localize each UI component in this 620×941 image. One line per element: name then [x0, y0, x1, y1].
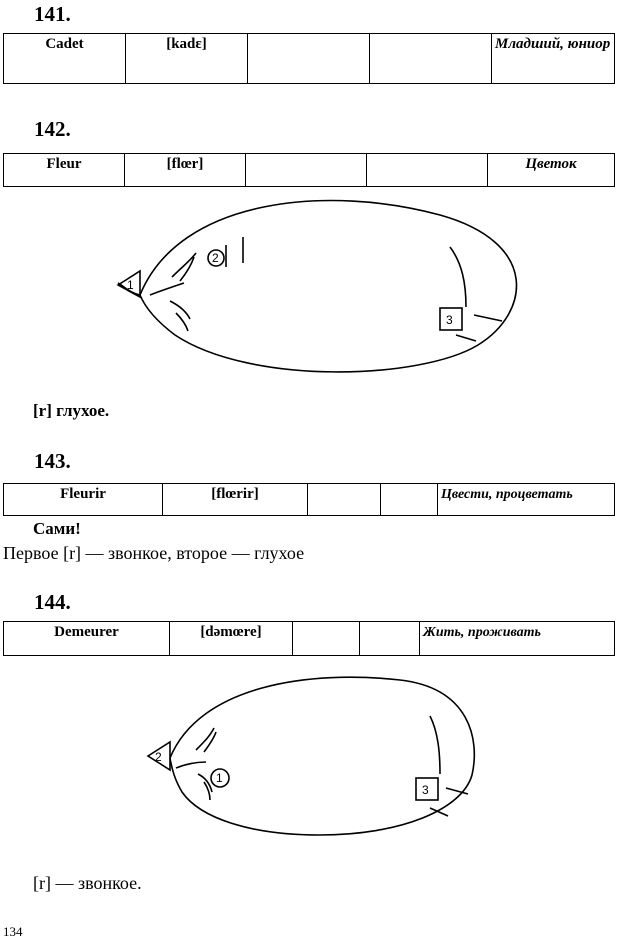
uvula-line	[450, 247, 466, 307]
exercise-143-empty-cell-2	[381, 484, 438, 516]
exercise-142-note: [r] глухое.	[33, 401, 110, 420]
exercise-143-note-bold: Сами!	[33, 519, 81, 538]
exercise-143-note: Первое [r] — звонкое, второе — глухое	[3, 543, 305, 563]
marker-2-label: 2	[212, 251, 219, 265]
exercise-141-table	[3, 33, 615, 84]
pharynx-line-1	[474, 315, 502, 321]
tongue-line-2	[180, 257, 194, 281]
pharynx-line-2	[430, 808, 448, 816]
exercise-144-transcription: [dəmœre]	[170, 622, 293, 656]
marker-1-label: 1	[127, 278, 134, 292]
tongue-line-1	[172, 253, 196, 277]
exercise-144-number: 144.	[34, 590, 71, 614]
marker-3-label: 3	[446, 313, 453, 327]
exercise-143-table	[3, 483, 615, 516]
page-number: 134	[3, 924, 23, 939]
tongue-line-3	[176, 762, 206, 768]
exercise-144-articulation-diagram	[0, 670, 620, 870]
exercise-142-empty-cell-1	[246, 154, 367, 187]
tongue-lower-2	[176, 313, 188, 331]
exercise-142-translation: Цветок	[488, 154, 615, 187]
exercise-144-word: Demeurer	[4, 622, 170, 656]
tongue-line-1	[196, 728, 214, 750]
exercise-142-word: Fleur	[4, 154, 125, 187]
exercise-142-articulation-diagram	[0, 195, 620, 395]
pharynx-line-2	[456, 335, 476, 341]
marker-1-label: 1	[216, 771, 223, 785]
exercise-143-transcription: [flœrir]	[163, 484, 308, 516]
exercise-141-number: 141.	[34, 2, 71, 26]
exercise-142-empty-cell-2	[367, 154, 488, 187]
marker-2-label: 2	[155, 750, 162, 764]
exercise-143-translation: Цвести, процветать	[438, 484, 615, 516]
exercise-144-table	[3, 621, 615, 656]
exercise-141-empty-cell-2	[370, 34, 492, 84]
exercise-141-translation: Младший, юниор	[492, 34, 615, 84]
exercise-141-transcription: [kadɛ]	[126, 34, 248, 84]
exercise-143-word: Fleurir	[4, 484, 163, 516]
mouth-contour	[140, 201, 516, 372]
exercise-144-empty-cell-1	[293, 622, 360, 656]
mouth-contour	[170, 677, 474, 835]
tongue-line-3	[150, 283, 184, 295]
exercise-143-number: 143.	[34, 449, 71, 473]
exercise-142-table	[3, 153, 615, 187]
exercise-144-translation: Жить, проживать	[420, 622, 615, 656]
exercise-142-number: 142.	[34, 117, 71, 141]
marker-3-label: 3	[422, 783, 429, 797]
exercise-142-transcription: [flœr]	[125, 154, 246, 187]
exercise-144-note: [r] — звонкое.	[33, 873, 142, 893]
exercise-144-empty-cell-2	[360, 622, 420, 656]
exercise-141-word: Cadet	[4, 34, 126, 84]
exercise-141-empty-cell-1	[248, 34, 370, 84]
uvula-line	[430, 716, 440, 774]
exercise-143-empty-cell-1	[308, 484, 381, 516]
